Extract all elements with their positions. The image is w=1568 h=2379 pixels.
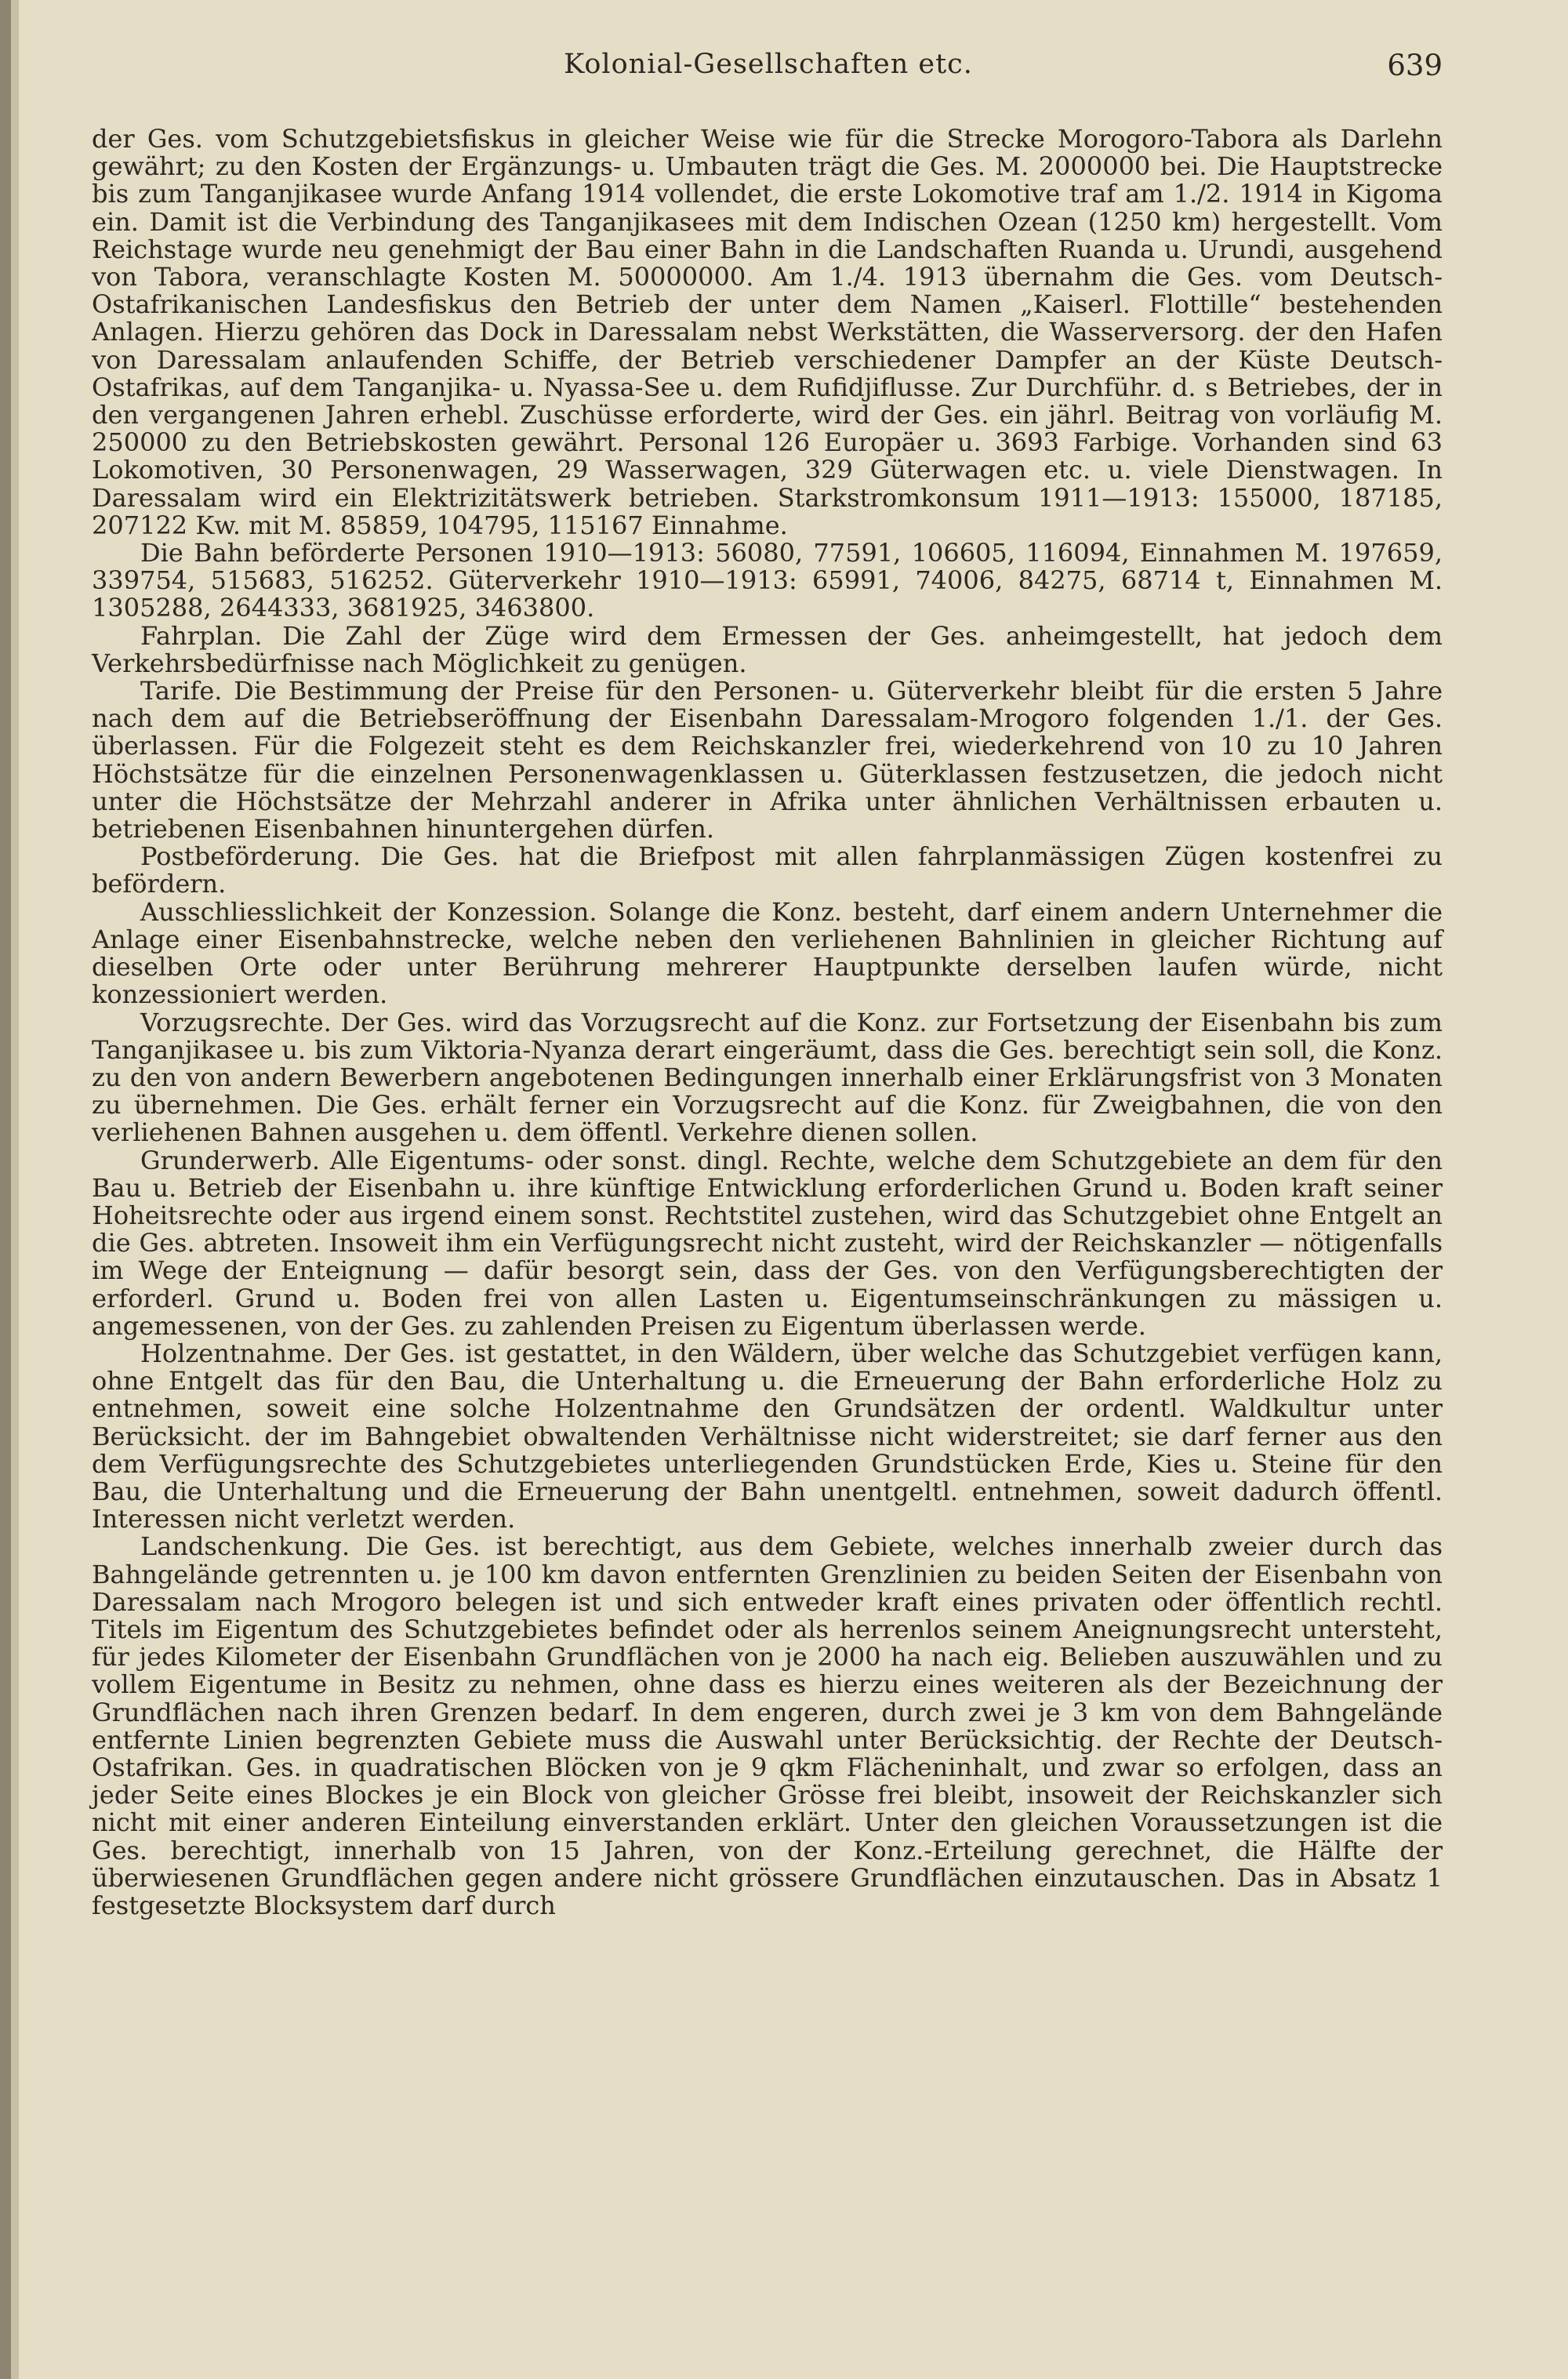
page-number: 639 — [1387, 49, 1443, 82]
book-gutter — [11, 0, 19, 2379]
paragraph-grunderwerb: Grunderwerb. Alle Eigentums- oder sonst. dingl. Rechte, welche dem Schutzgebiete an dem für den Bau u. Betrieb der Eisenbahn u. ihre künftige Entwicklung erforderlichen Grund u. Boden kraft seiner Hoheitsrechte oder aus irgend einem sonst. Rechtstitel zustehen, wird das Schutzgebiet ohne Entgelt an die Ges. abtreten. Insoweit ihm ein Verfügungsrecht nicht zusteht, wird der Reichskanzler — nötigenfalls im Wege der Enteignung — dafür besorgt sein, dass der Ges. von den Verfügungsberechtigten der erforderl. Grund u. Boden frei von allen Lasten u. Eigentumseinschränkungen zu mässigen u. angemessenen, von der Ges. zu zahlenden Preisen zu Eigentum überlassen werde. — [92, 1145, 1443, 1341]
paragraph-ausschliesslichkeit: Ausschliesslichkeit der Konzession. Solange die Konz. besteht, darf einem andern Unternehmer die Anlage einer Eisenbahnstrecke, welche neben den verliehenen Bahnlinien in gleicher Richtung auf dieselben Orte oder unter Berührung mehrerer Hauptpunkte derselben laufen würde, nicht konzessioniert werden. — [92, 896, 1443, 1010]
page-header — [94, 49, 1443, 96]
page-body — [92, 125, 1443, 1920]
book-spine-edge — [0, 0, 11, 2379]
paragraph-postbefoerderung: Postbeförderung. Die Ges. hat die Briefpost mit allen fahrplanmässigen Zügen kostenfrei zu befördern. — [92, 841, 1443, 899]
paragraph-holzentnahme: Holzentnahme. Der Ges. ist gestattet, in den Wäldern, über welche das Schutzgebiet verfügen kann, ohne Entgelt das für den Bau, die Unterhaltung u. die Erneuerung der Bahn erforderliche Holz zu entnehmen, soweit eine solche Holzentnahme den Grundsätzen der ordentl. Waldkultur unter Berücksicht. der im Bahngebiet obwaltenden Verhältnisse nicht widerstreitet; sie darf ferner aus den dem Verfügungsrechte des Schutzgebietes unterliegenden Grundstücken Erde, Kies u. Steine für den Bau, die Unterhaltung und die Erneuerung der Bahn unentgeltl. entnehmen, soweit dadurch öffentl. Interessen nicht verletzt werden. — [92, 1338, 1443, 1535]
paragraph-continuation: der Ges. vom Schutzgebietsfiskus in gleicher Weise wie für die Strecke Morogoro-Tabora als Darlehn gewährt; zu den Kosten der Ergänzungs- u. Umbauten trägt die Ges. M. 2000000 bei. Die Hauptstrecke bis zum Tanganjikasee wurde Anfang 1914 vollendet, die erste Lokomotive traf am 1./2. 1914 in Kigoma ein. Damit ist die Verbindung des Tanganjikasees mit dem Indischen Ozean (1250 km) hergestellt. Vom Reichstage wurde neu genehmigt der Bau einer Bahn in die Landschaften Ruanda u. Urundi, ausgehend von Tabora, veranschlagte Kosten M. 50000000. Am 1./4. 1913 übernahm die Ges. vom Deutsch-Ostafrikanischen Landesfiskus den Betrieb der unter dem Namen „Kaiserl. Flottille“ bestehenden Anlagen. Hierzu gehören das Dock in Daressalam nebst Werkstätten, die Wasserversorg. der den Hafen von Daressalam anlaufenden Schiffe, der Betrieb verschiedener Dampfer an der Küste Deutsch-Ostafrikas, auf dem Tanganjika- u. Nyassa-See u. dem Rufidjiflusse. Zur Durchführ. d. s Betriebes, der in den vergangenen Jahren erhebl. Zuschüsse erforderte, wird der Ges. ein jährl. Beitrag von vorläufig M. 250000 zu den Betriebskosten gewährt. Personal 126 Europäer u. 3693 Farbige. Vorhanden sind 63 Lokomotiven, 30 Personenwagen, 29 Wasserwagen, 329 Güterwagen etc. u. viele Dienstwagen. In Daressalam wird ein Elektrizitätswerk betrieben. Starkstromkonsum 1911—1913: 155000, 187185, 207122 Kw. mit M. 85859, 104795, 115167 Einnahme. — [92, 124, 1443, 540]
paragraph-fahrplan: Fahrplan. Die Zahl der Züge wird dem Ermessen der Ges. anheimgestellt, hat jedoch dem Verkehrsbedürfnisse nach Möglichkeit zu genügen. — [92, 620, 1443, 678]
running-title: Kolonial-Gesellschaften etc. — [564, 49, 973, 80]
paragraph-landschenkung: Landschenkung. Die Ges. ist berechtigt, aus dem Gebiete, welches innerhalb zweier durch das Bahngelände getrennten u. je 100 km davon entfernten Grenzlinien zu beiden Seiten der Eisenbahn von Daressalam nach Mrogoro belegen ist und sich entweder kraft eines privaten oder öffentlich rechtl. Titels im Eigentum des Schutzgebietes befindet oder als herrenlos seinem Aneignungsrecht untersteht, für jedes Kilometer der Eisenbahn Grundflächen von je 2000 ha nach eig. Belieben auszuwählen und zu vollem Eigentume in Besitz zu nehmen, ohne dass es hierzu eines weiteren als der Bezeichnung der Grundflächen nach ihren Grenzen bedarf. In dem engeren, durch zwei je 3 km von dem Bahngelände entfernte Linien begrenzten Gebiete muss die Auswahl unter Berücksichtig. der Rechte der Deutsch-Ostafrikan. Ges. in quadratischen Blöcken von je 9 qkm Flächeninhalt, und zwar so erfolgen, dass an jeder Seite eines Blockes je ein Block von gleicher Grösse frei bleibt, insoweit der Reichskanzler sich nicht mit einer anderen Einteilung einverstanden erklärt. Unter den gleichen Voraussetzungen ist die Ges. berechtigt, innerhalb von 15 Jahren, von der Konz.-Erteilung gerechnet, die Hälfte der überwiesenen Grundflächen gegen andere nicht grössere Grundflächen einzutauschen. Das in Absatz 1 festgesetzte Blocksystem darf durch — [92, 1531, 1443, 1920]
paragraph-tarife: Tarife. Die Bestimmung der Preise für den Personen- u. Güterverkehr bleibt für die ersten 5 Jahre nach dem auf die Betriebseröffnung der Eisenbahn Daressalam-Mrogoro folgenden 1./1. der Ges. überlassen. Für die Folgezeit steht es dem Reichskanzler frei, wiederkehrend von 10 zu 10 Jahren Höchstsätze für die einzelnen Personenwagenklassen u. Güterklassen festzusetzen, die jedoch nicht unter die Höchstsätze der Mehrzahl anderer in Afrika unter ähnlichen Verhältnissen erbauten u. betriebenen Eisenbahnen hinuntergehen dürfen. — [92, 676, 1443, 844]
paragraph-traffic-figures: Die Bahn beförderte Personen 1910—1913: 56080, 77591, 106605, 116094, Einnahmen M. 197659, 339754, 515683, 516252. Güterverkehr 1910—1913: 65991, 74006, 84275, 68714 t, Einnahmen M. 1305288, 2644333, 3681925, 3463800. — [92, 538, 1443, 623]
paragraph-vorzugsrechte: Vorzugsrechte. Der Ges. wird das Vorzugsrecht auf die Konz. zur Fortsetzung der Eisenbahn bis zum Tanganjikasee u. bis zum Viktoria-Nyanza derart eingeräumt, dass die Ges. berechtigt sein soll, die Konz. zu den von andern Bewerbern angebotenen Bedingungen innerhalb einer Erklärungsfrist von 3 Monaten zu übernehmen. Die Ges. erhält ferner ein Vorzugsrecht auf die Konz. für Zweigbahnen, die von den verliehenen Bahnen ausgehen u. dem öffentl. Verkehre dienen sollen. — [92, 1007, 1443, 1148]
